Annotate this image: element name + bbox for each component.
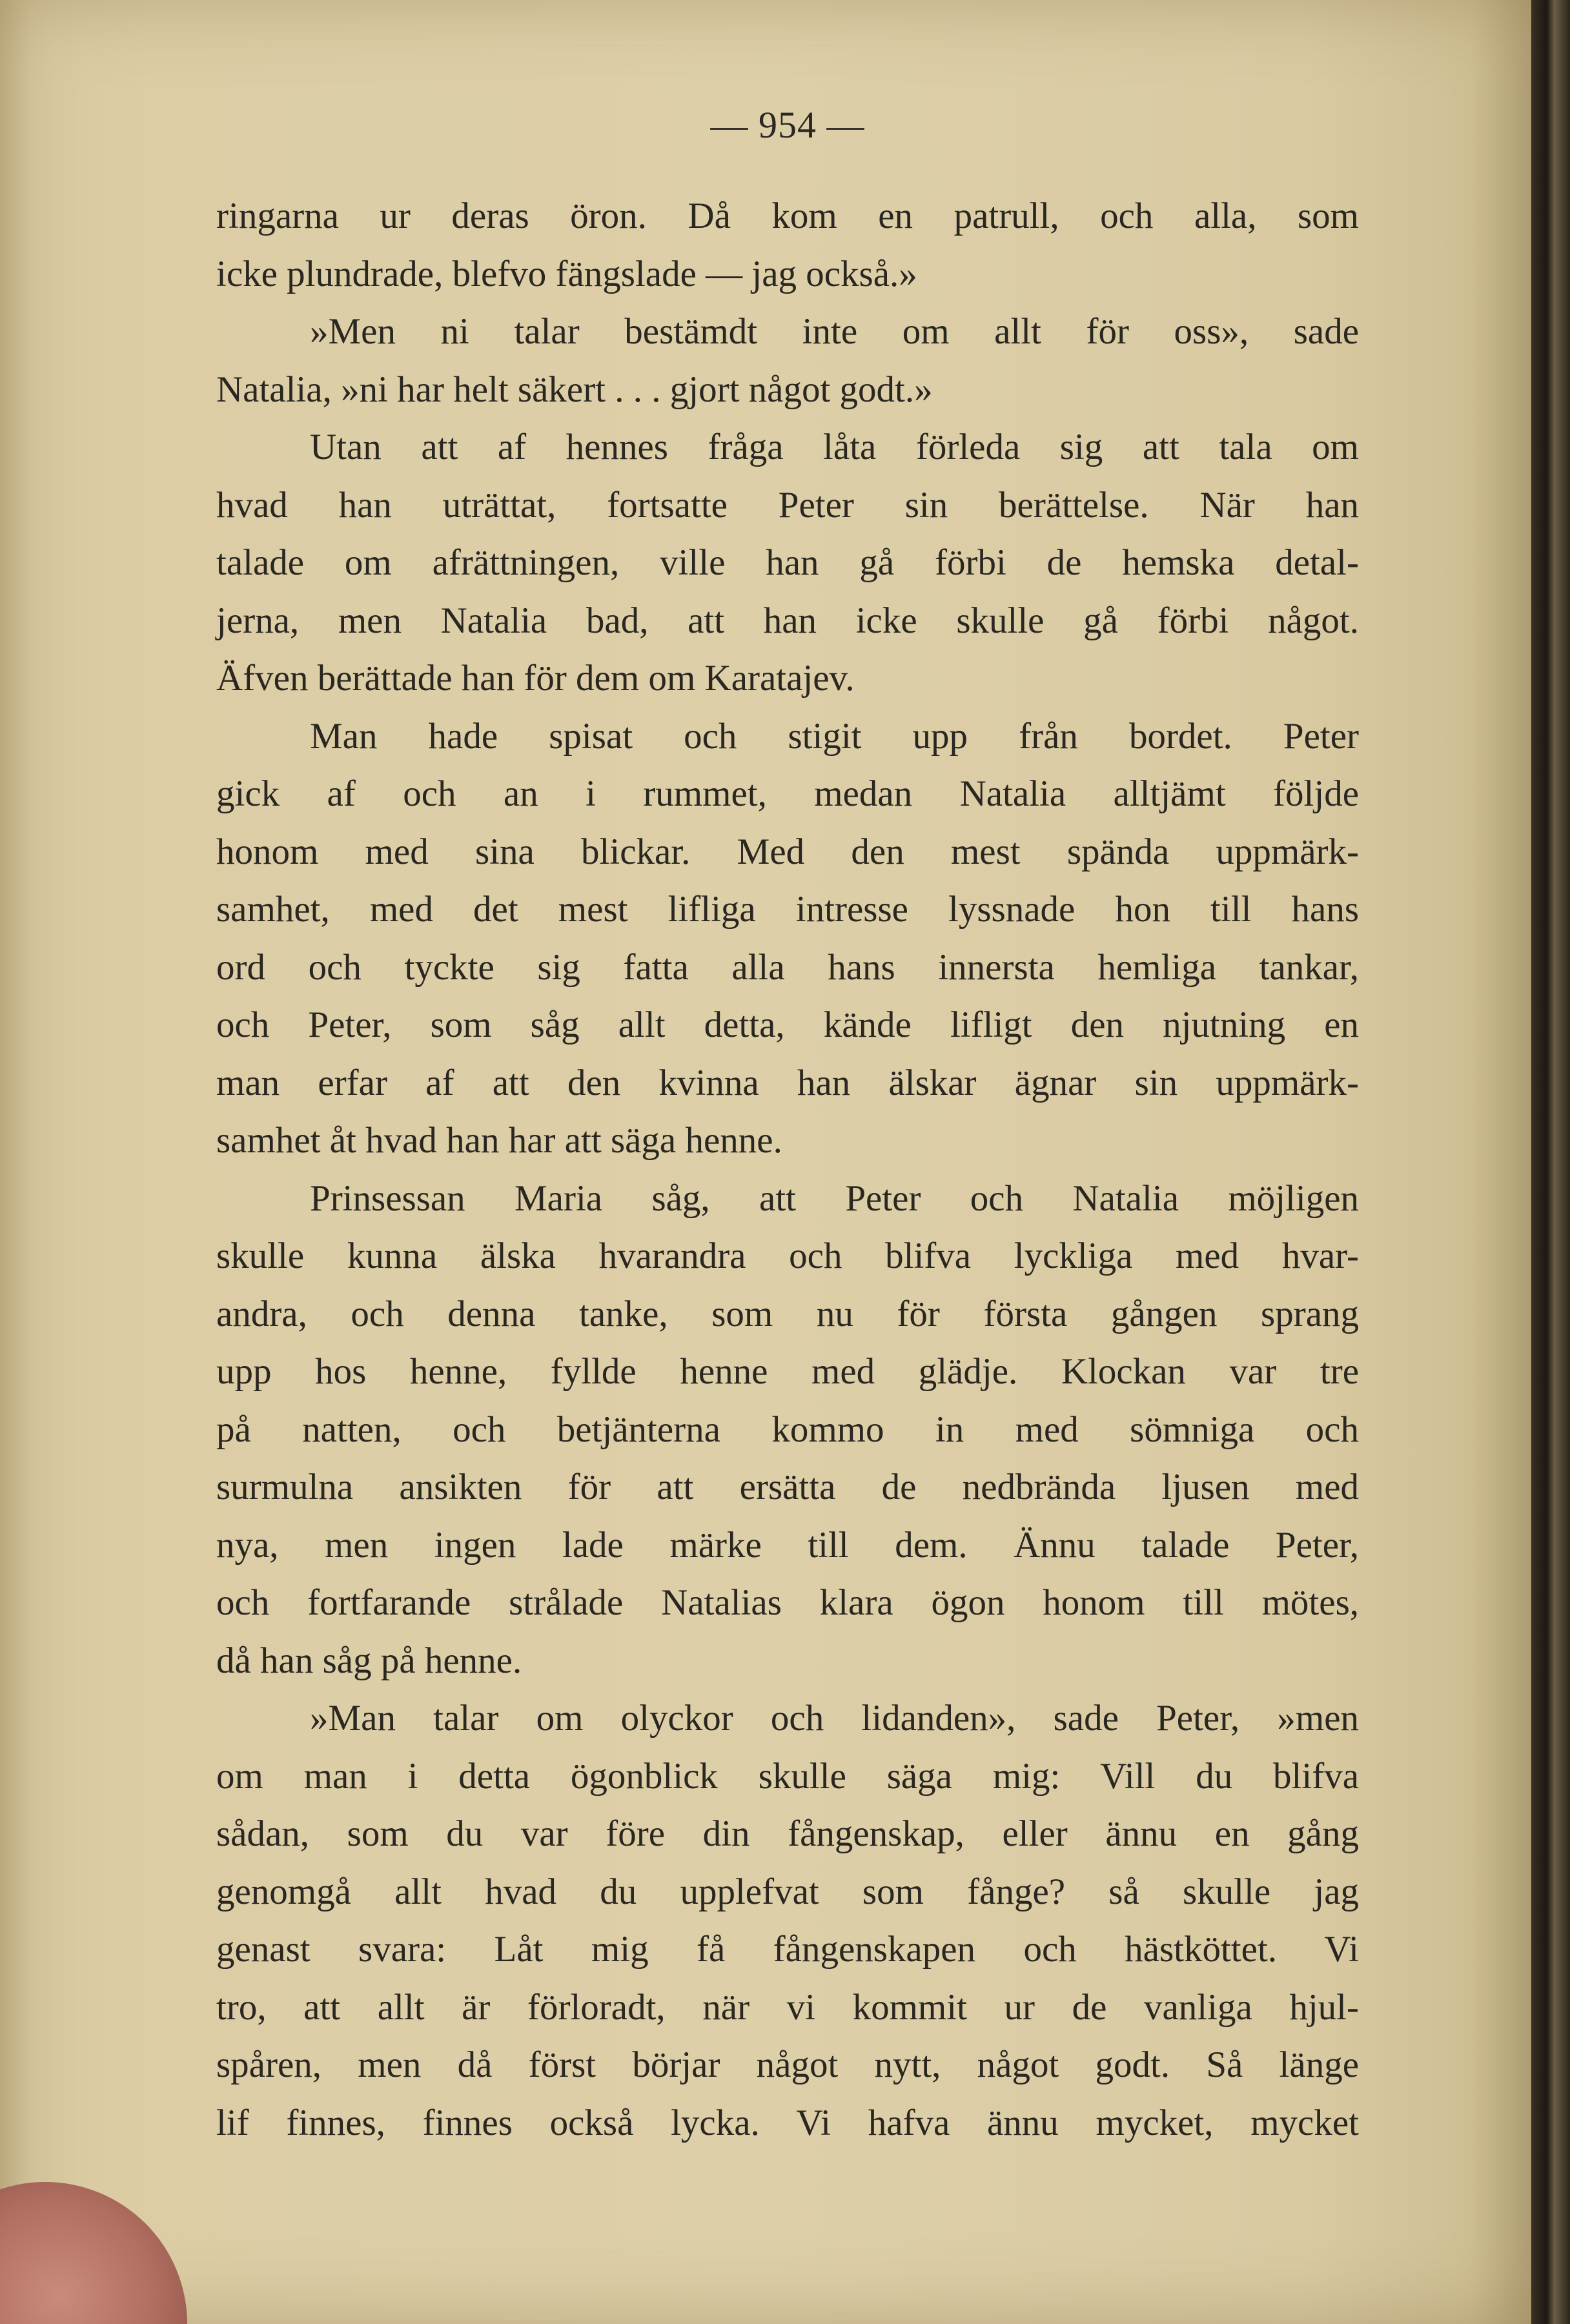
text-line: Man hade spisat och stigit upp från bordet. Peter — [310, 715, 1359, 757]
text-line: honom med sina blickar. Med den mest spända uppmärk- — [216, 831, 1359, 872]
text-line: lif finnes, finnes också lycka. Vi hafva ännu mycket, mycket — [216, 2102, 1359, 2143]
text-line: genast svara: Låt mig få fångenskapen och hästköttet. Vi — [216, 1929, 1359, 1970]
text-line: Prinsessan Maria såg, att Peter och Natalia möjligen — [310, 1177, 1359, 1219]
text-line: Natalia, »ni har helt säkert . . . gjort något godt.» — [216, 369, 933, 410]
text-line: då han såg på henne. — [216, 1640, 522, 1681]
text-line: genomgå allt hvad du upplefvat som fånge? så skulle jag — [216, 1871, 1359, 1912]
text-line: Äfven berättade han för dem om Karatajev. — [216, 658, 855, 698]
text-line: tro, att allt är förloradt, när vi kommit ur de vanliga hjul- — [216, 1986, 1359, 2028]
text-line: icke plundrade, blefvo fängslade — jag också.» — [216, 253, 917, 294]
text-line: och fortfarande strålade Natalias klara ögon honom till mötes, — [216, 1582, 1359, 1623]
text-line: hvad han uträttat, fortsatte Peter sin berättelse. När han — [216, 484, 1359, 525]
text-line: ringarna ur deras öron. Då kom en patrull, och alla, som — [216, 196, 1359, 236]
page-number: — 954 — — [710, 104, 865, 146]
text-line: nya, men ingen lade märke till dem. Ännu talade Peter, — [216, 1524, 1359, 1565]
text-line: om man i detta ögonblick skulle säga mig: Vill du blifva — [216, 1755, 1359, 1797]
text-line: och Peter, som såg allt detta, kände lifligt den njutning en — [216, 1004, 1359, 1045]
body-text — [216, 187, 1359, 2152]
text-line: samhet åt hvad han har att säga henne. — [216, 1120, 782, 1161]
text-line: samhet, med det mest lifliga intresse lyssnade hon till hans — [216, 889, 1359, 930]
text-line: »Men ni talar bestämdt inte om allt för oss», sade — [310, 311, 1359, 352]
book-spine-edge — [1531, 0, 1570, 2324]
text-line: talade om afrättningen, ville han gå förbi de hemska detal- — [216, 542, 1359, 583]
text-line: ord och tyckte sig fatta alla hans innersta hemliga tankar, — [216, 946, 1359, 988]
text-line: spåren, men då först börjar något nytt, något godt. Så länge — [216, 2044, 1359, 2085]
text-line: upp hos henne, fyllde henne med glädje. Klockan var tre — [216, 1351, 1359, 1392]
text-line: på natten, och betjänterna kommo in med sömniga och — [216, 1409, 1359, 1450]
text-line: skulle kunna älska hvarandra och blifva lyckliga med hvar- — [216, 1236, 1359, 1276]
text-line: man erfar af att den kvinna han älskar ägnar sin uppmärk- — [216, 1062, 1359, 1103]
text-line: surmulna ansikten för att ersätta de nedbrända ljusen med — [216, 1467, 1359, 1507]
text-line: sådan, som du var före din fångenskap, eller ännu en gång — [216, 1813, 1359, 1854]
text-line: jerna, men Natalia bad, att han icke skulle gå förbi något. — [216, 600, 1359, 641]
text-line: »Man talar om olyckor och lidanden», sade Peter, »men — [310, 1698, 1359, 1738]
text-line: Utan att af hennes fråga låta förleda sig att tala om — [310, 427, 1359, 467]
text-line: andra, och denna tanke, som nu för första gången sprang — [216, 1293, 1359, 1334]
text-line: gick af och an i rummet, medan Natalia alltjämt följde — [216, 773, 1359, 814]
